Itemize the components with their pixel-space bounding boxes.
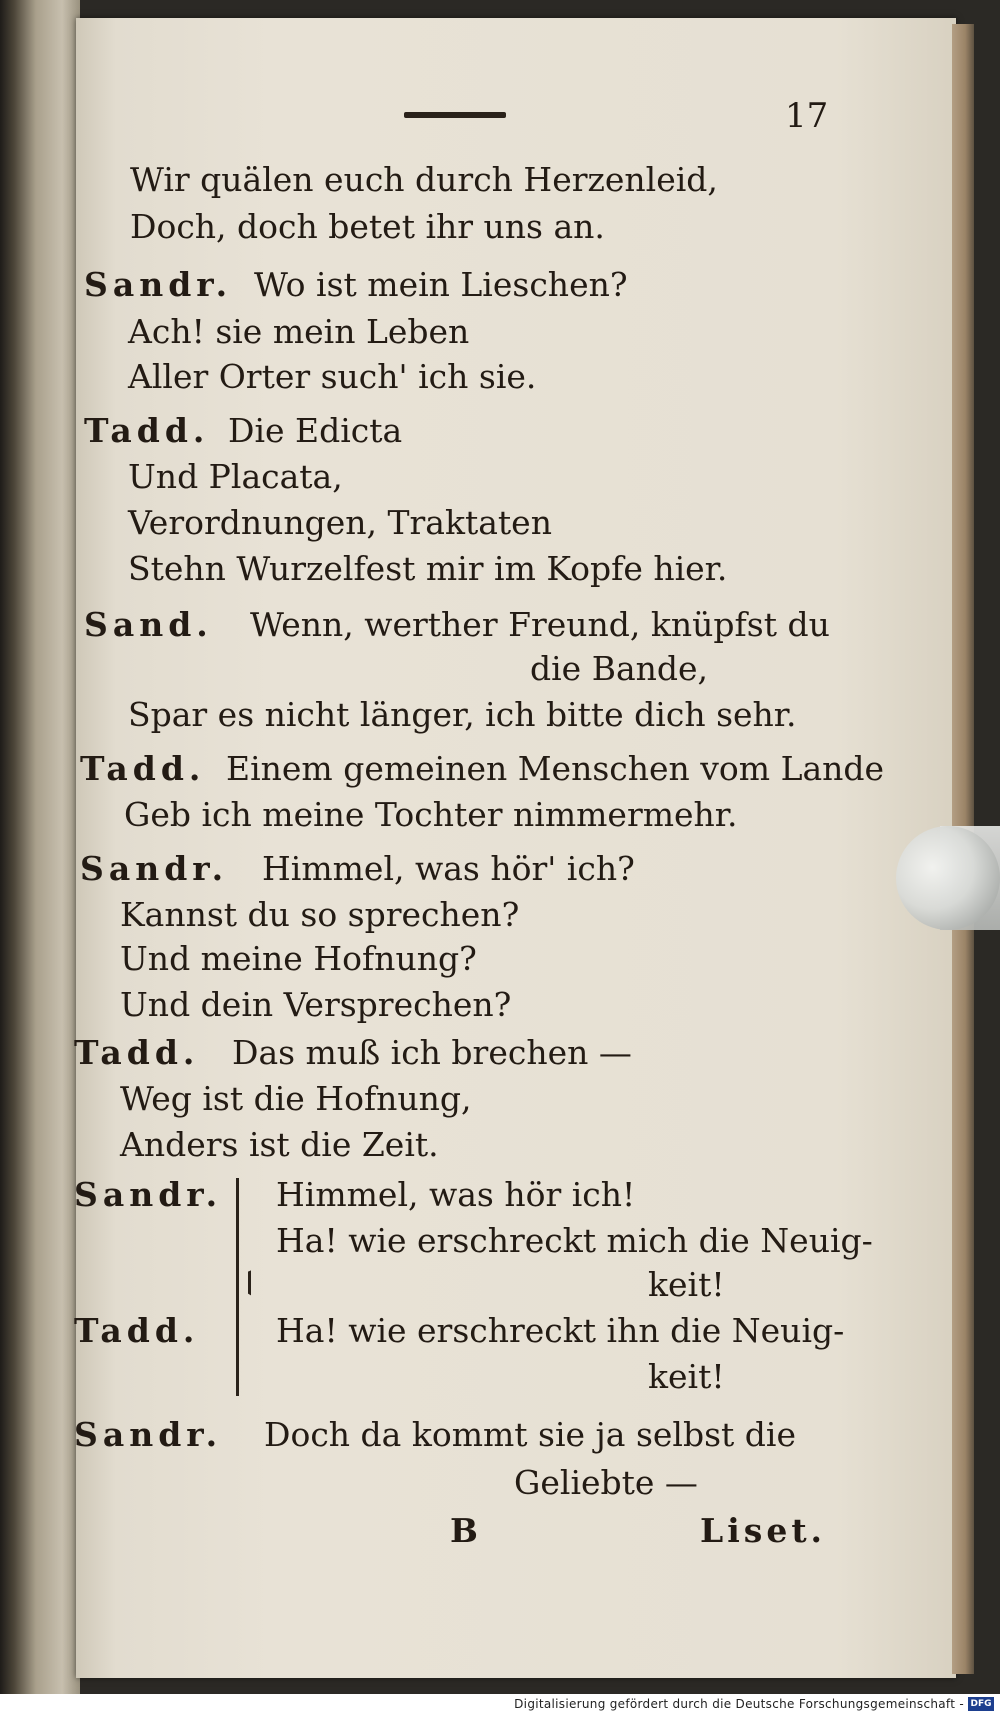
verse-line: keit! xyxy=(648,1357,725,1396)
verse-line: Und dein Versprechen? xyxy=(120,985,512,1024)
verse-line: Das muß ich brechen — xyxy=(232,1033,632,1072)
speaker-name: Tadd. xyxy=(84,411,210,450)
verse-line: Weg ist die Hofnung, xyxy=(120,1079,472,1118)
speaker-name: Sandr. xyxy=(80,849,229,888)
verse-line: Kannst du so sprechen? xyxy=(120,895,520,934)
verse-line: Himmel, was hör ich! xyxy=(276,1175,636,1214)
verse-line: Doch da kommt sie ja selbst die xyxy=(264,1415,796,1454)
speaker-name: Tadd. xyxy=(74,1033,200,1072)
verse-line: Wenn, werther Freund, knüpfst du xyxy=(250,605,830,644)
verse-line: Ha! wie erschreckt mich die Neuig- xyxy=(276,1221,873,1260)
facing-page-edge xyxy=(0,0,80,1716)
verse-line: Stehn Wurzelfest mir im Kopfe hier. xyxy=(128,549,728,588)
header-rule xyxy=(404,112,506,118)
speaker-name: Tadd. xyxy=(80,749,206,788)
footer-credit: Digitalisierung gefördert durch die Deutsche Forschungsgemeinschaft - xyxy=(514,1697,964,1711)
verse-line: Die Edicta xyxy=(228,411,403,450)
verse-line: Spar es nicht länger, ich bitte dich sehr. xyxy=(128,695,797,734)
speaker-name: Sandr. xyxy=(74,1175,223,1214)
verse-line: Aller Orter such' ich sie. xyxy=(128,357,537,396)
speaker-name: Tadd. xyxy=(74,1311,200,1350)
verse-line: Geliebte — xyxy=(514,1463,698,1502)
verse-line: Verordnungen, Traktaten xyxy=(128,503,552,542)
verse-line: Wo ist mein Lieschen? xyxy=(254,265,628,304)
verse-line: Und Placata, xyxy=(128,457,343,496)
verse-line: Einem gemeinen Menschen vom Lande xyxy=(226,749,885,788)
verse-line: Ha! wie erschreckt ihn die Neuig- xyxy=(276,1311,845,1350)
page-number: 17 xyxy=(785,96,829,136)
verse-line: keit! xyxy=(648,1265,725,1304)
verse-line: Wir quälen euch durch Herzenleid, xyxy=(130,160,718,199)
dfg-logo: DFG xyxy=(968,1697,994,1711)
signature-mark: B xyxy=(450,1511,478,1550)
verse-line: Ach! sie mein Leben xyxy=(128,312,470,351)
speaker-name: Sandr. xyxy=(84,265,233,304)
verse-line: Geb ich meine Tochter nimmermehr. xyxy=(124,795,738,834)
catchword: Liset. xyxy=(700,1511,827,1550)
verse-line: Himmel, was hör' ich? xyxy=(262,849,635,888)
page-holder-clip xyxy=(896,826,1000,930)
speaker-name: Sand. xyxy=(84,605,213,644)
verse-line: Und meine Hofnung? xyxy=(120,939,477,978)
verse-line: Anders ist die Zeit. xyxy=(120,1125,439,1164)
speaker-name: Sandr. xyxy=(74,1415,223,1454)
verse-line: die Bande, xyxy=(530,649,709,688)
verse-line: Doch, doch betet ihr uns an. xyxy=(130,207,605,246)
